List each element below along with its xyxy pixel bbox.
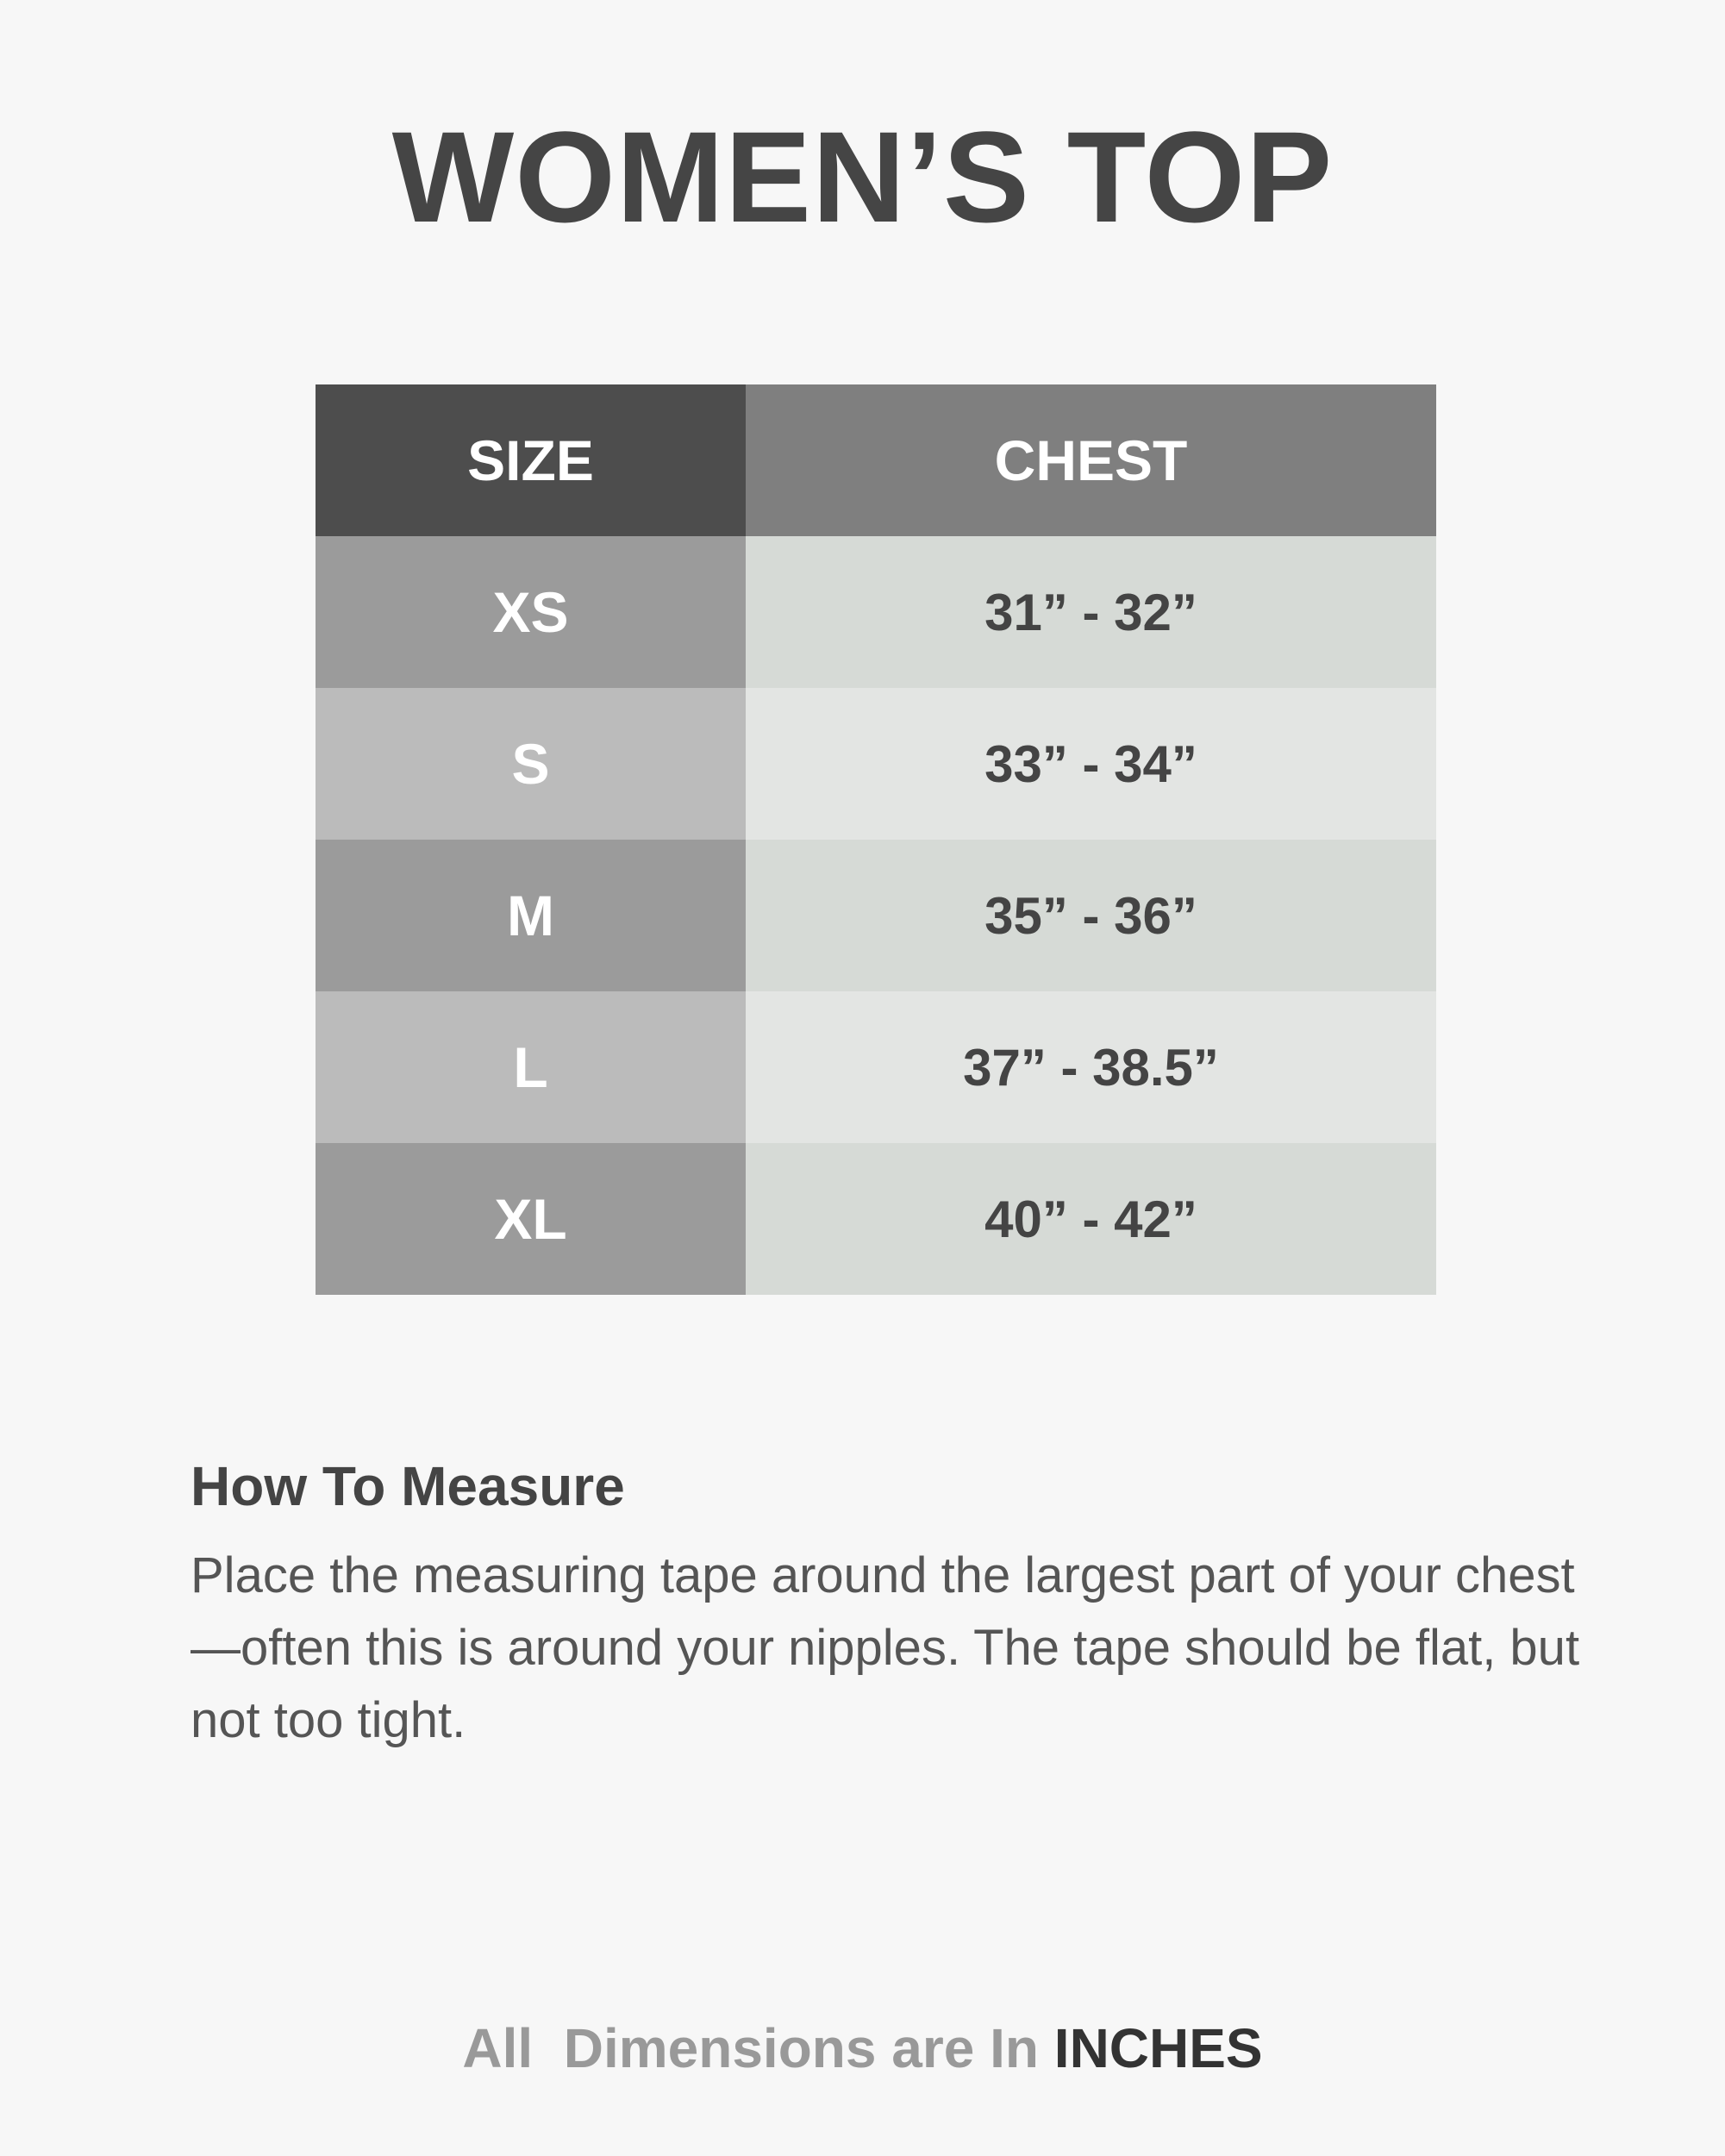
chest-cell: 37” - 38.5” xyxy=(746,991,1436,1143)
table-row xyxy=(316,688,1436,840)
size-chart-table xyxy=(316,384,1436,1295)
size-cell: L xyxy=(316,991,746,1143)
size-cell: M xyxy=(316,840,746,991)
how-to-measure-heading: How To Measure xyxy=(191,1455,625,1517)
chest-cell: 33” - 34” xyxy=(746,688,1436,840)
header-size: SIZE xyxy=(316,384,746,536)
chest-cell: 40” - 42” xyxy=(746,1143,1436,1295)
size-cell: S xyxy=(316,688,746,840)
units-note-prefix: All Dimensions are In xyxy=(462,2017,1054,2079)
how-to-measure-text: Place the measuring tape around the largest part of your chest—often this is around your nipples. The tape should be flat, but not too tight. xyxy=(191,1547,1580,1748)
size-cell: XL xyxy=(316,1143,746,1295)
table-header-row xyxy=(316,384,1436,536)
header-chest: CHEST xyxy=(746,384,1436,536)
table-row xyxy=(316,991,1436,1143)
chest-cell: 31” - 32” xyxy=(746,536,1436,688)
size-cell: XS xyxy=(316,536,746,688)
table-row xyxy=(316,1143,1436,1295)
chest-cell: 35” - 36” xyxy=(746,840,1436,991)
table-row xyxy=(316,536,1436,688)
page-title: WOMEN’S TOP xyxy=(391,104,1334,249)
units-note-unit: INCHES xyxy=(1053,2017,1263,2079)
table-row xyxy=(316,840,1436,991)
units-note xyxy=(0,2014,1725,2083)
